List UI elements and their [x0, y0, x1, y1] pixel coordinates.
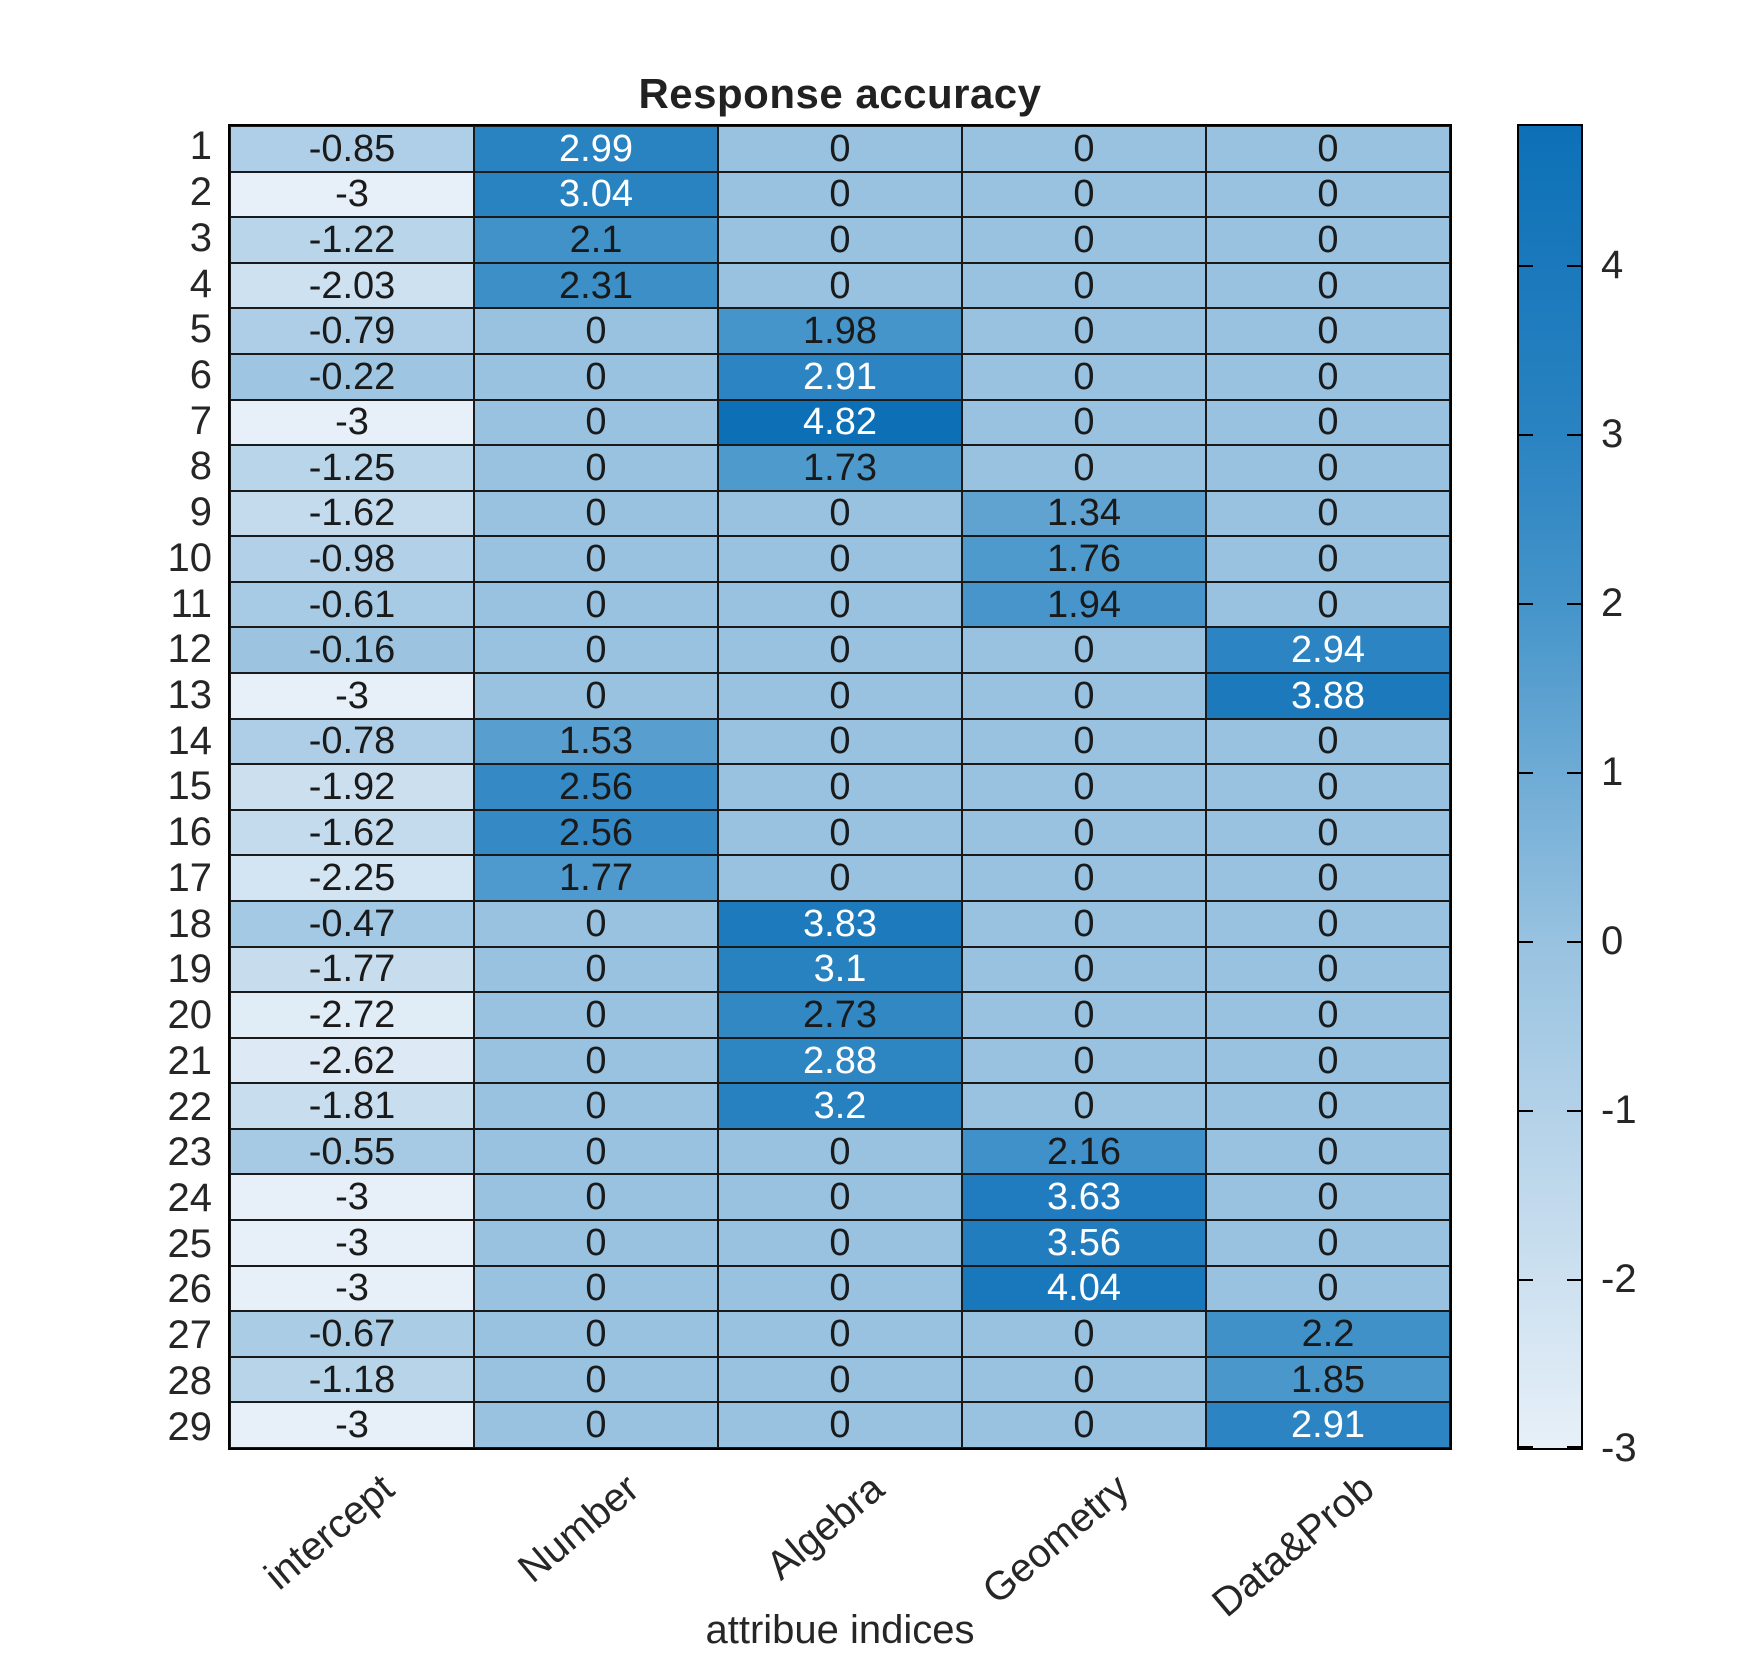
heatmap-cell: 0: [474, 901, 718, 947]
heatmap-cell: 3.56: [962, 1220, 1206, 1266]
heatmap-cell: 0: [962, 172, 1206, 218]
heatmap-cell: -0.22: [230, 354, 474, 400]
heatmap-cell: 0: [474, 536, 718, 582]
colorbar-tick-label: -3: [1601, 1426, 1637, 1470]
heatmap-cell: -3: [230, 1266, 474, 1312]
y-tick-label: 16: [167, 810, 212, 855]
y-tick-label: 5: [189, 307, 212, 352]
heatmap-cell: 1.73: [718, 445, 962, 491]
x-tick-label: Data&Prob: [1203, 1466, 1382, 1626]
heatmap-cell: 0: [1206, 536, 1450, 582]
y-tick-label: 1: [189, 124, 212, 169]
heatmap-cell: -1.77: [230, 947, 474, 993]
colorbar-tick-mark: [1567, 265, 1581, 267]
heatmap-cell: -2.25: [230, 855, 474, 901]
heatmap-cell: -1.62: [230, 810, 474, 856]
heatmap-cell: -2.03: [230, 263, 474, 309]
heatmap-cell: 0: [718, 1174, 962, 1220]
colorbar-tick-label: -2: [1601, 1256, 1637, 1301]
heatmap-cell: 0: [718, 1357, 962, 1403]
heatmap-cell: 0: [962, 719, 1206, 765]
colorbar-tick-label: 0: [1601, 918, 1624, 963]
heatmap-cell: 0: [474, 445, 718, 491]
heatmap-cell: 0: [962, 855, 1206, 901]
heatmap-cell: 2.73: [718, 992, 962, 1038]
heatmap-cell: 0: [474, 1220, 718, 1266]
heatmap-cell: 0: [718, 126, 962, 172]
y-tick-label: 21: [167, 1038, 212, 1083]
heatmap-cell: -0.79: [230, 308, 474, 354]
heatmap-cell: 0: [1206, 308, 1450, 354]
y-tick-label: 28: [167, 1358, 212, 1403]
heatmap-cell: 2.2: [1206, 1311, 1450, 1357]
heatmap-cell: -3: [230, 1402, 474, 1448]
y-tick-label: 18: [167, 901, 212, 946]
y-tick-label: 26: [167, 1267, 212, 1312]
heatmap-cell: 0: [962, 992, 1206, 1038]
heatmap-cell: 2.91: [718, 354, 962, 400]
heatmap-cell: 0: [718, 217, 962, 263]
heatmap-cell: 2.91: [1206, 1402, 1450, 1448]
heatmap-cell: -1.62: [230, 491, 474, 537]
heatmap-cell: 0: [962, 217, 1206, 263]
heatmap-cell: 0: [962, 445, 1206, 491]
heatmap-cell: 0: [474, 1357, 718, 1403]
heatmap-cell: 1.98: [718, 308, 962, 354]
heatmap-cell: 0: [474, 1083, 718, 1129]
heatmap-cell: -0.61: [230, 582, 474, 628]
heatmap-cell: 0: [962, 263, 1206, 309]
heatmap-cell: 0: [718, 172, 962, 218]
colorbar-tick-mark: [1567, 603, 1581, 605]
heatmap-cell: 0: [962, 1311, 1206, 1357]
chart-title: Response accuracy: [638, 70, 1042, 117]
heatmap-cell: 0: [1206, 764, 1450, 810]
heatmap-cell: 0: [962, 126, 1206, 172]
heatmap-cell: 0: [474, 582, 718, 628]
heatmap-cell: 0: [962, 764, 1206, 810]
heatmap-cell: -1.25: [230, 445, 474, 491]
y-tick-label: 17: [167, 855, 212, 900]
y-tick-label: 4: [189, 261, 212, 306]
y-tick-label: 19: [167, 947, 212, 992]
colorbar-tick-mark: [1567, 434, 1581, 436]
heatmap-cell: 0: [962, 1357, 1206, 1403]
heatmap-cell: 0: [962, 810, 1206, 856]
heatmap-cell: 0: [718, 855, 962, 901]
colorbar-tick-mark: [1519, 772, 1533, 774]
y-tick-label: 13: [167, 673, 212, 718]
colorbar-tick-mark: [1567, 941, 1581, 943]
colorbar-tick-mark: [1567, 1446, 1581, 1448]
heatmap-cell: 0: [1206, 855, 1450, 901]
x-tick-label: Algebra: [758, 1466, 893, 1589]
heatmap-cell: 0: [474, 1311, 718, 1357]
heatmap-cell: 0: [474, 673, 718, 719]
x-axis-label: attribue indices: [705, 1608, 975, 1652]
heatmap-cell: -1.92: [230, 764, 474, 810]
heatmap-cell: 0: [718, 764, 962, 810]
heatmap-cell: 0: [718, 1311, 962, 1357]
heatmap-cell: 0: [1206, 582, 1450, 628]
colorbar-tick-mark: [1567, 1110, 1581, 1112]
x-tick-label: intercept: [256, 1466, 403, 1599]
colorbar-tick-mark: [1519, 434, 1533, 436]
y-tick-label: 6: [189, 352, 212, 397]
heatmap-cell: 0: [718, 673, 962, 719]
heatmap-cell: 0: [474, 992, 718, 1038]
heatmap-cell: -3: [230, 1174, 474, 1220]
y-tick-label: 11: [170, 581, 212, 626]
heatmap-cell: -3: [230, 1220, 474, 1266]
colorbar-tick-mark: [1519, 941, 1533, 943]
y-tick-label: 15: [167, 764, 212, 809]
heatmap-cell: 2.56: [474, 764, 718, 810]
heatmap-cell: 0: [474, 1402, 718, 1448]
heatmap-cell: 0: [1206, 992, 1450, 1038]
colorbar-tick-mark: [1519, 1279, 1533, 1281]
heatmap-cell: 0: [962, 1402, 1206, 1448]
heatmap-cell: 3.2: [718, 1083, 962, 1129]
heatmap-cell: 2.88: [718, 1038, 962, 1084]
colorbar-tick-mark: [1567, 1279, 1581, 1281]
heatmap-cell: 0: [718, 1266, 962, 1312]
y-tick-label: 8: [189, 444, 212, 489]
heatmap-cell: 3.04: [474, 172, 718, 218]
heatmap-cell: 0: [1206, 1266, 1450, 1312]
heatmap-cell: -0.98: [230, 536, 474, 582]
heatmap-cell: 0: [1206, 1083, 1450, 1129]
heatmap-cell: 0: [474, 308, 718, 354]
heatmap-cell: 0: [1206, 263, 1450, 309]
heatmap-cell: 0: [474, 491, 718, 537]
y-tick-label: 3: [189, 215, 212, 260]
heatmap-cell: -3: [230, 400, 474, 446]
heatmap-cell: 1.76: [962, 536, 1206, 582]
heatmap-cell: 1.34: [962, 491, 1206, 537]
heatmap-cell: 0: [474, 627, 718, 673]
y-tick-label: 23: [167, 1130, 212, 1175]
heatmap-cell: 0: [962, 627, 1206, 673]
heatmap-cell: 0: [718, 1402, 962, 1448]
colorbar-tick-mark: [1519, 1110, 1533, 1112]
heatmap-cell: -3: [230, 172, 474, 218]
heatmap-cell: 0: [474, 354, 718, 400]
y-tick-label: 14: [167, 718, 212, 763]
heatmap-cell: -0.67: [230, 1311, 474, 1357]
colorbar-tick-label: -1: [1601, 1087, 1637, 1132]
heatmap-cell: 2.94: [1206, 627, 1450, 673]
heatmap-cell: 0: [962, 1038, 1206, 1084]
colorbar-tick-label: 2: [1601, 580, 1624, 625]
heatmap-cell: 0: [718, 491, 962, 537]
y-tick-label: 9: [189, 490, 212, 535]
heatmap-cell: 3.88: [1206, 673, 1450, 719]
heatmap-cell: 2.1: [474, 217, 718, 263]
heatmap-cell: 0: [474, 947, 718, 993]
heatmap-cell: 3.1: [718, 947, 962, 993]
heatmap-cell: 0: [474, 1038, 718, 1084]
colorbar: [1517, 124, 1583, 1450]
heatmap-cell: 0: [718, 536, 962, 582]
heatmap-cell: 0: [474, 1129, 718, 1175]
colorbar-tick-label: 1: [1601, 749, 1624, 794]
heatmap-cell: -1.22: [230, 217, 474, 263]
heatmap-cell: -1.81: [230, 1083, 474, 1129]
heatmap-cell: 3.63: [962, 1174, 1206, 1220]
y-tick-label: 24: [167, 1176, 212, 1220]
y-tick-label: 10: [167, 535, 212, 580]
heatmap-cell: 2.56: [474, 810, 718, 856]
heatmap-cell: 0: [962, 673, 1206, 719]
heatmap-cell: 0: [962, 1083, 1206, 1129]
y-tick-label: 27: [167, 1313, 212, 1358]
heatmap-cell: 0: [718, 582, 962, 628]
heatmap-cell: -0.85: [230, 126, 474, 172]
y-tick-label: 2: [189, 170, 212, 215]
heatmap-cell: 1.53: [474, 719, 718, 765]
heatmap-cell: 0: [1206, 1129, 1450, 1175]
heatmap-cell: 0: [962, 354, 1206, 400]
heatmap-cell: 0: [1206, 1038, 1450, 1084]
heatmap-cell: 0: [1206, 172, 1450, 218]
heatmap-cell: 2.31: [474, 263, 718, 309]
heatmap-cell: 0: [1206, 354, 1450, 400]
colorbar-tick-mark: [1519, 603, 1533, 605]
heatmap-cell: 2.99: [474, 126, 718, 172]
heatmap-cell: 0: [1206, 1174, 1450, 1220]
colorbar-tick-label: 4: [1601, 242, 1624, 287]
heatmap-cell: 0: [718, 1220, 962, 1266]
heatmap-cell: 0: [474, 1174, 718, 1220]
heatmap-cell: 0: [718, 810, 962, 856]
colorbar-tick-label: 3: [1601, 411, 1624, 456]
heatmap-cell: 0: [1206, 947, 1450, 993]
heatmap-cell: 4.82: [718, 400, 962, 446]
heatmap-cell: 0: [1206, 1220, 1450, 1266]
y-tick-label: 22: [167, 1084, 212, 1129]
heatmap-grid: [228, 124, 1452, 1450]
heatmap-cell: -2.72: [230, 992, 474, 1038]
heatmap-cell: -0.78: [230, 719, 474, 765]
x-tick-label: Number: [510, 1466, 648, 1592]
heatmap-cell: 0: [1206, 901, 1450, 947]
heatmap-cell: 0: [718, 627, 962, 673]
heatmap-cell: 1.85: [1206, 1357, 1450, 1403]
heatmap-cell: 0: [1206, 719, 1450, 765]
heatmap-cell: 0: [1206, 217, 1450, 263]
heatmap-cell: 4.04: [962, 1266, 1206, 1312]
heatmap-cell: 0: [1206, 126, 1450, 172]
y-tick-label: 25: [167, 1221, 212, 1266]
heatmap-cell: -0.16: [230, 627, 474, 673]
y-tick-label: 7: [189, 398, 212, 443]
heatmap-cell: 0: [962, 901, 1206, 947]
heatmap-cell: 0: [1206, 491, 1450, 537]
heatmap-cell: 0: [718, 1129, 962, 1175]
heatmap-cell: -0.55: [230, 1129, 474, 1175]
heatmap-cell: 1.94: [962, 582, 1206, 628]
heatmap-cell: -0.47: [230, 901, 474, 947]
colorbar-tick-mark: [1519, 1446, 1533, 1448]
heatmap-cell: 0: [474, 400, 718, 446]
heatmap-cell: 1.77: [474, 855, 718, 901]
colorbar-tick-mark: [1519, 265, 1533, 267]
heatmap-cell: 3.83: [718, 901, 962, 947]
heatmap-cell: 0: [1206, 445, 1450, 491]
heatmap-cell: 2.16: [962, 1129, 1206, 1175]
heatmap-cell: 0: [718, 263, 962, 309]
y-tick-label: 12: [167, 627, 212, 672]
heatmap-cell: 0: [1206, 810, 1450, 856]
heatmap-cell: -2.62: [230, 1038, 474, 1084]
y-tick-label: 20: [167, 993, 212, 1038]
heatmap-cell: 0: [718, 719, 962, 765]
heatmap-cell: 0: [962, 947, 1206, 993]
heatmap-cell: 0: [1206, 400, 1450, 446]
heatmap-cell: 0: [962, 308, 1206, 354]
heatmap-cell: 0: [962, 400, 1206, 446]
heatmap-cell: -3: [230, 673, 474, 719]
colorbar-tick-mark: [1567, 772, 1581, 774]
y-tick-label: 29: [167, 1404, 212, 1449]
heatmap-cell: -1.18: [230, 1357, 474, 1403]
heatmap-cell: 0: [474, 1266, 718, 1312]
x-tick-label: Geometry: [974, 1466, 1138, 1613]
